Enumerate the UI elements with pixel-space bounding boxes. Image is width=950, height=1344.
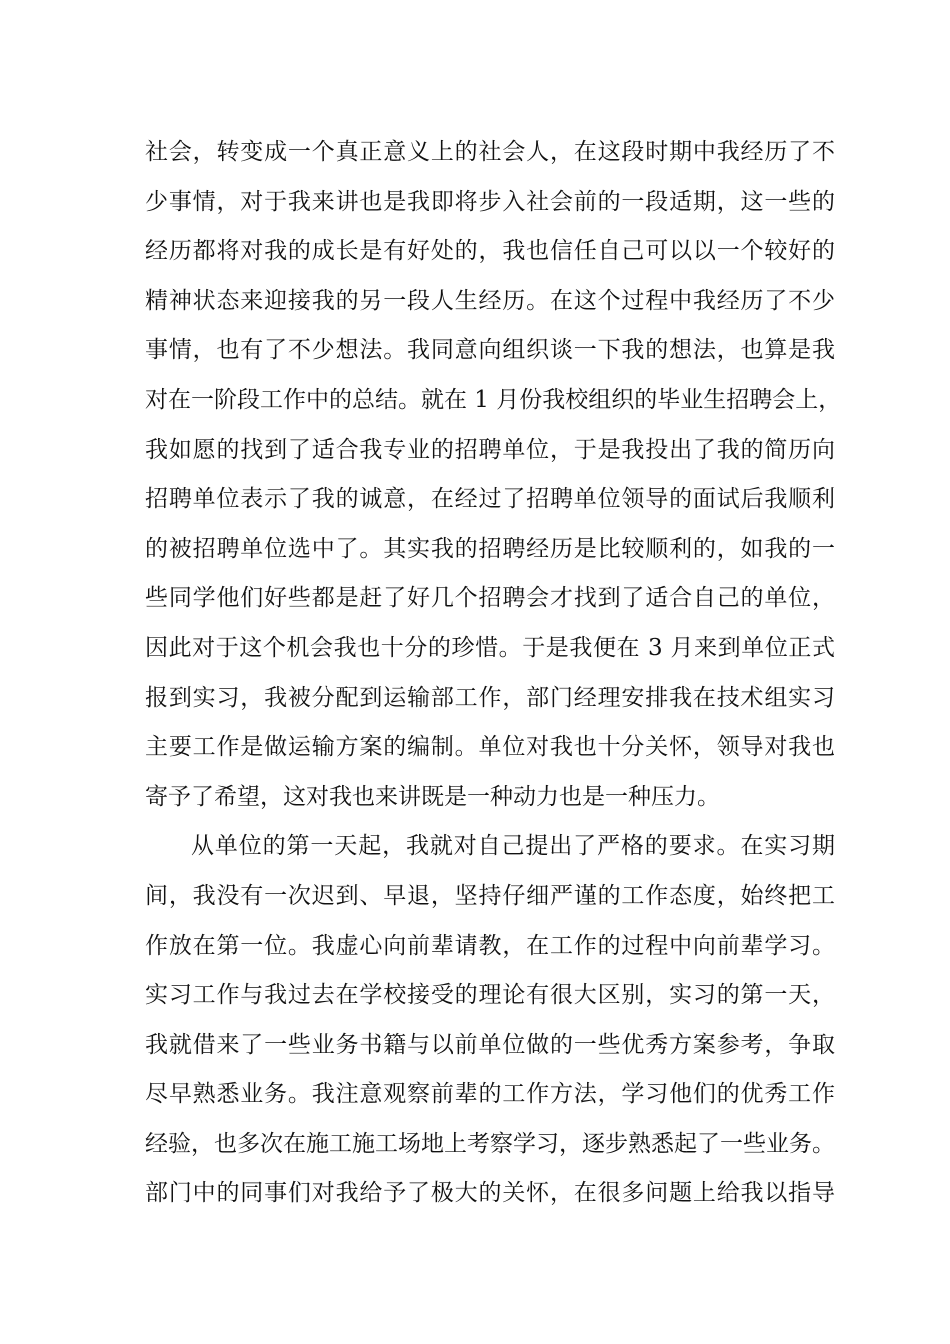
text-line: 尽早熟悉业务。我注意观察前辈的工作方法，学习他们的优秀工作 [145, 1081, 835, 1108]
text-line: 部门中的同事们对我给予了极大的关怀，在很多问题上给我以指导 [145, 1180, 835, 1207]
text-line: 社会，转变成一个真正意义上的社会人，在这段时期中我经历了不 [145, 139, 835, 165]
text-line: 经验，也多次在施工施工场地上考察学习，逐步熟悉起了一些业务。 [145, 1130, 835, 1157]
text-line: 招聘单位表示了我的诚意，在经过了招聘单位领导的面试后我顺利 [145, 486, 835, 513]
text-line: 对在一阶段工作中的总结。就在 1 月份我校组织的毕业生招聘会上， [145, 386, 842, 413]
text-line: 我如愿的找到了适合我专业的招聘单位，于是我投出了我的简历向 [145, 436, 835, 463]
text-line: 少事情，对于我来讲也是我即将步入社会前的一段适期，这一些的 [145, 188, 835, 215]
text-line: 事情，也有了不少想法。我同意向组织谈一下我的想法，也算是我 [145, 337, 835, 364]
text-line: 报到实习，我被分配到运输部工作，部门经理安排我在技术组实习 [145, 684, 835, 711]
text-line: 主要工作是做运输方案的编制。单位对我也十分关怀，领导对我也 [145, 734, 835, 761]
text-line: 些同学他们好些都是赶了好几个招聘会才找到了适合自己的单位， [145, 585, 835, 612]
text-line: 间，我没有一次迟到、早退，坚持仔细严谨的工作态度，始终把工 [145, 882, 835, 909]
body-text [145, 128, 842, 1219]
text-line: 因此对于这个机会我也十分的珍惜。于是我便在 3 月来到单位正式 [145, 634, 835, 661]
text-line: 经历都将对我的成长是有好处的，我也信任自己可以以一个较好的 [145, 238, 835, 265]
paragraph-first-line: 从单位的第一天起，我就对自己提出了严格的要求。在实习期 [191, 833, 835, 860]
text-line: 的被招聘单位选中了。其实我的招聘经历是比较顺利的，如我的一 [145, 535, 835, 562]
text-line: 我就借来了一些业务书籍与以前单位做的一些优秀方案参考，争取 [145, 1031, 835, 1058]
text-line: 实习工作与我过去在学校接受的理论有很大区别，实习的第一天， [145, 982, 835, 1009]
paragraph-last-line: 寄予了希望，这对我也来讲既是一种动力也是一种压力。 [145, 783, 720, 810]
text-line: 精神状态来迎接我的另一段人生经历。在这个过程中我经历了不少 [145, 287, 835, 314]
text-line: 作放在第一位。我虚心向前辈请教，在工作的过程中向前辈学习。 [145, 932, 835, 959]
